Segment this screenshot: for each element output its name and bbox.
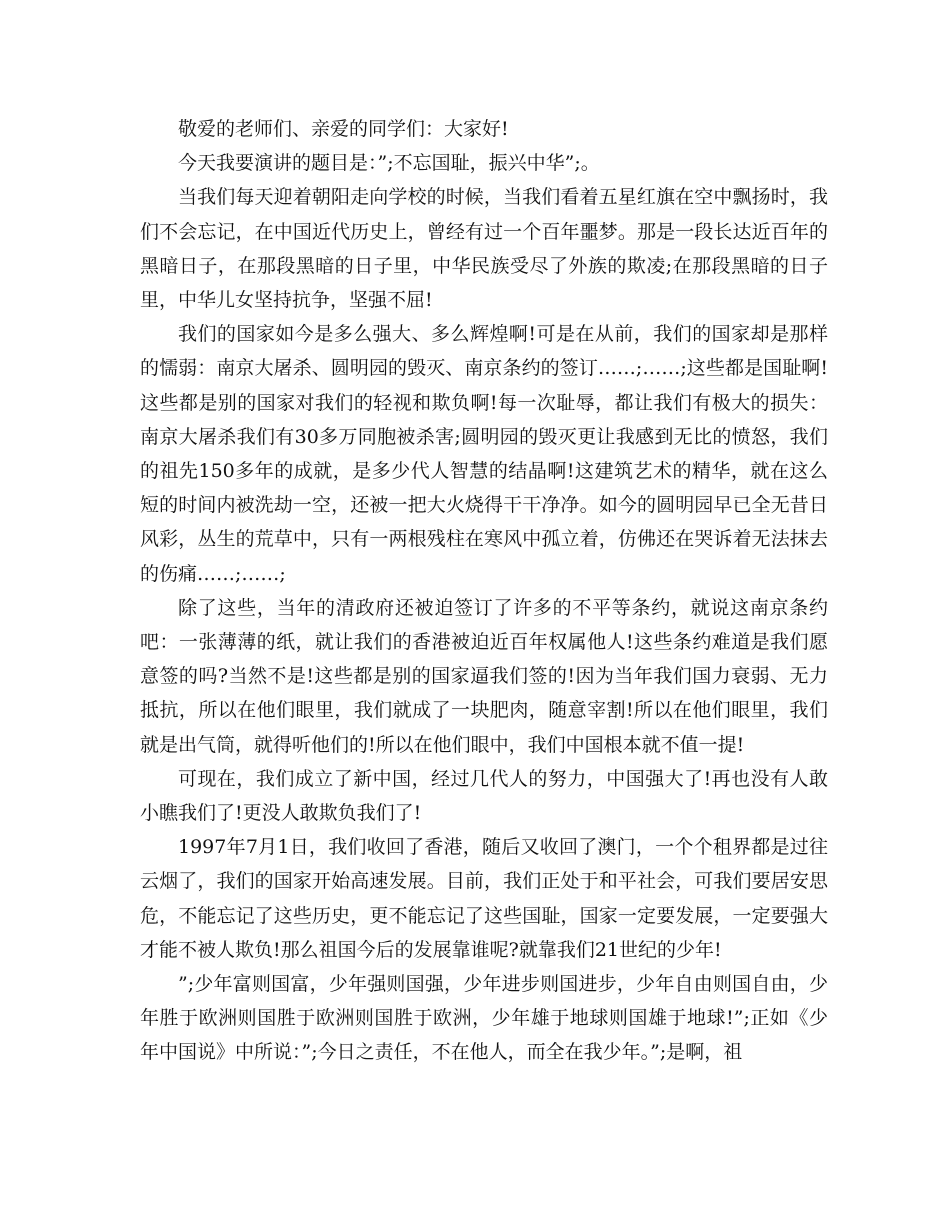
paragraph-treaties: 除了这些，当年的清政府还被迫签订了许多的不平等条约，就说这南京条约吧：一张薄薄的纸，就让我们的香港被迫近百年权属他人!这些条约难道是我们愿意签的吗?当然不是!这些都是别的国家逼我们签的!因为当年我们国力衰弱、无力抵抗，所以在他们眼里，我们就成了一块肥肉，随意宰割!所以在他们眼里，我们就是出气筒，就得听他们的!所以在他们眼中，我们中国根本就不值一提! <box>140 596 828 756</box>
paragraph-topic: 今天我要演讲的题目是：”;不忘国耻，振兴中华”;。 <box>178 152 600 175</box>
paragraph-1997: 1997年7月1日，我们收回了香港，随后又收回了澳门，一个个租界都是过往云烟了，我们的国家开始高速发展。目前，我们正处于和平社会，可我们要居安思危，不能忘记了这些历史，更不能忘记了这些国耻，国家一定要发展，一定要强大才能不被人欺负!那么祖国今后的发展靠谁呢?就靠我们21世纪的少年! <box>140 836 828 961</box>
paragraph-humiliation: 我们的国家如今是多么强大、多么辉煌啊!可是在从前，我们的国家却是那样的懦弱：南京大屠杀、圆明园的毁灭、南京条约的签订……;……;这些都是国耻啊!这些都是别的国家对我们的轻视和欺负啊!每一次耻辱，都让我们有极大的损失：南京大屠杀我们有30多万同胞被杀害;圆明园的毁灭更让我感到无比的愤怒，我们的祖先150多年的成就，是多少代人智慧的结晶啊!这建筑艺术的精华，就在这么短的时间内被洗劫一空，还被一把大火烧得干干净净。如今的圆明园早已全无昔日风彩，丛生的荒草中，只有一两根残柱在寒风中孤立着，仿佛还在哭诉着无法抹去的伤痛……;……; <box>140 323 828 585</box>
paragraph-history: 当我们每天迎着朝阳走向学校的时候，当我们看着五星红旗在空中飘扬时，我们不会忘记，在中国近代历史上，曾经有过一个百年噩梦。那是一段长达近百年的黑暗日子，在那段黑暗的日子里，中华民族受尽了外族的欺凌;在那段黑暗的日子里，中华儿女坚持抗争，坚强不屈! <box>140 186 828 312</box>
paragraph-greeting: 敬爱的老师们、亲爱的同学们：大家好! <box>178 118 509 140</box>
paragraph-youth: ”;少年富则国富，少年强则国强，少年进步则国进步，少年自由则国自由，少年胜于欧洲则国胜于欧洲则国胜于欧洲，少年雄于地球则国雄于地球!”;正如《少年中国说》中所说：”;今日之责任，不在他人，而全在我少年。”;是啊，祖 <box>140 973 828 1064</box>
document-body <box>140 112 828 1070</box>
paragraph-new-china: 可现在，我们成立了新中国，经过几代人的努力，中国强大了!再也没有人敢小瞧我们了!更没人敢欺负我们了! <box>140 767 828 825</box>
